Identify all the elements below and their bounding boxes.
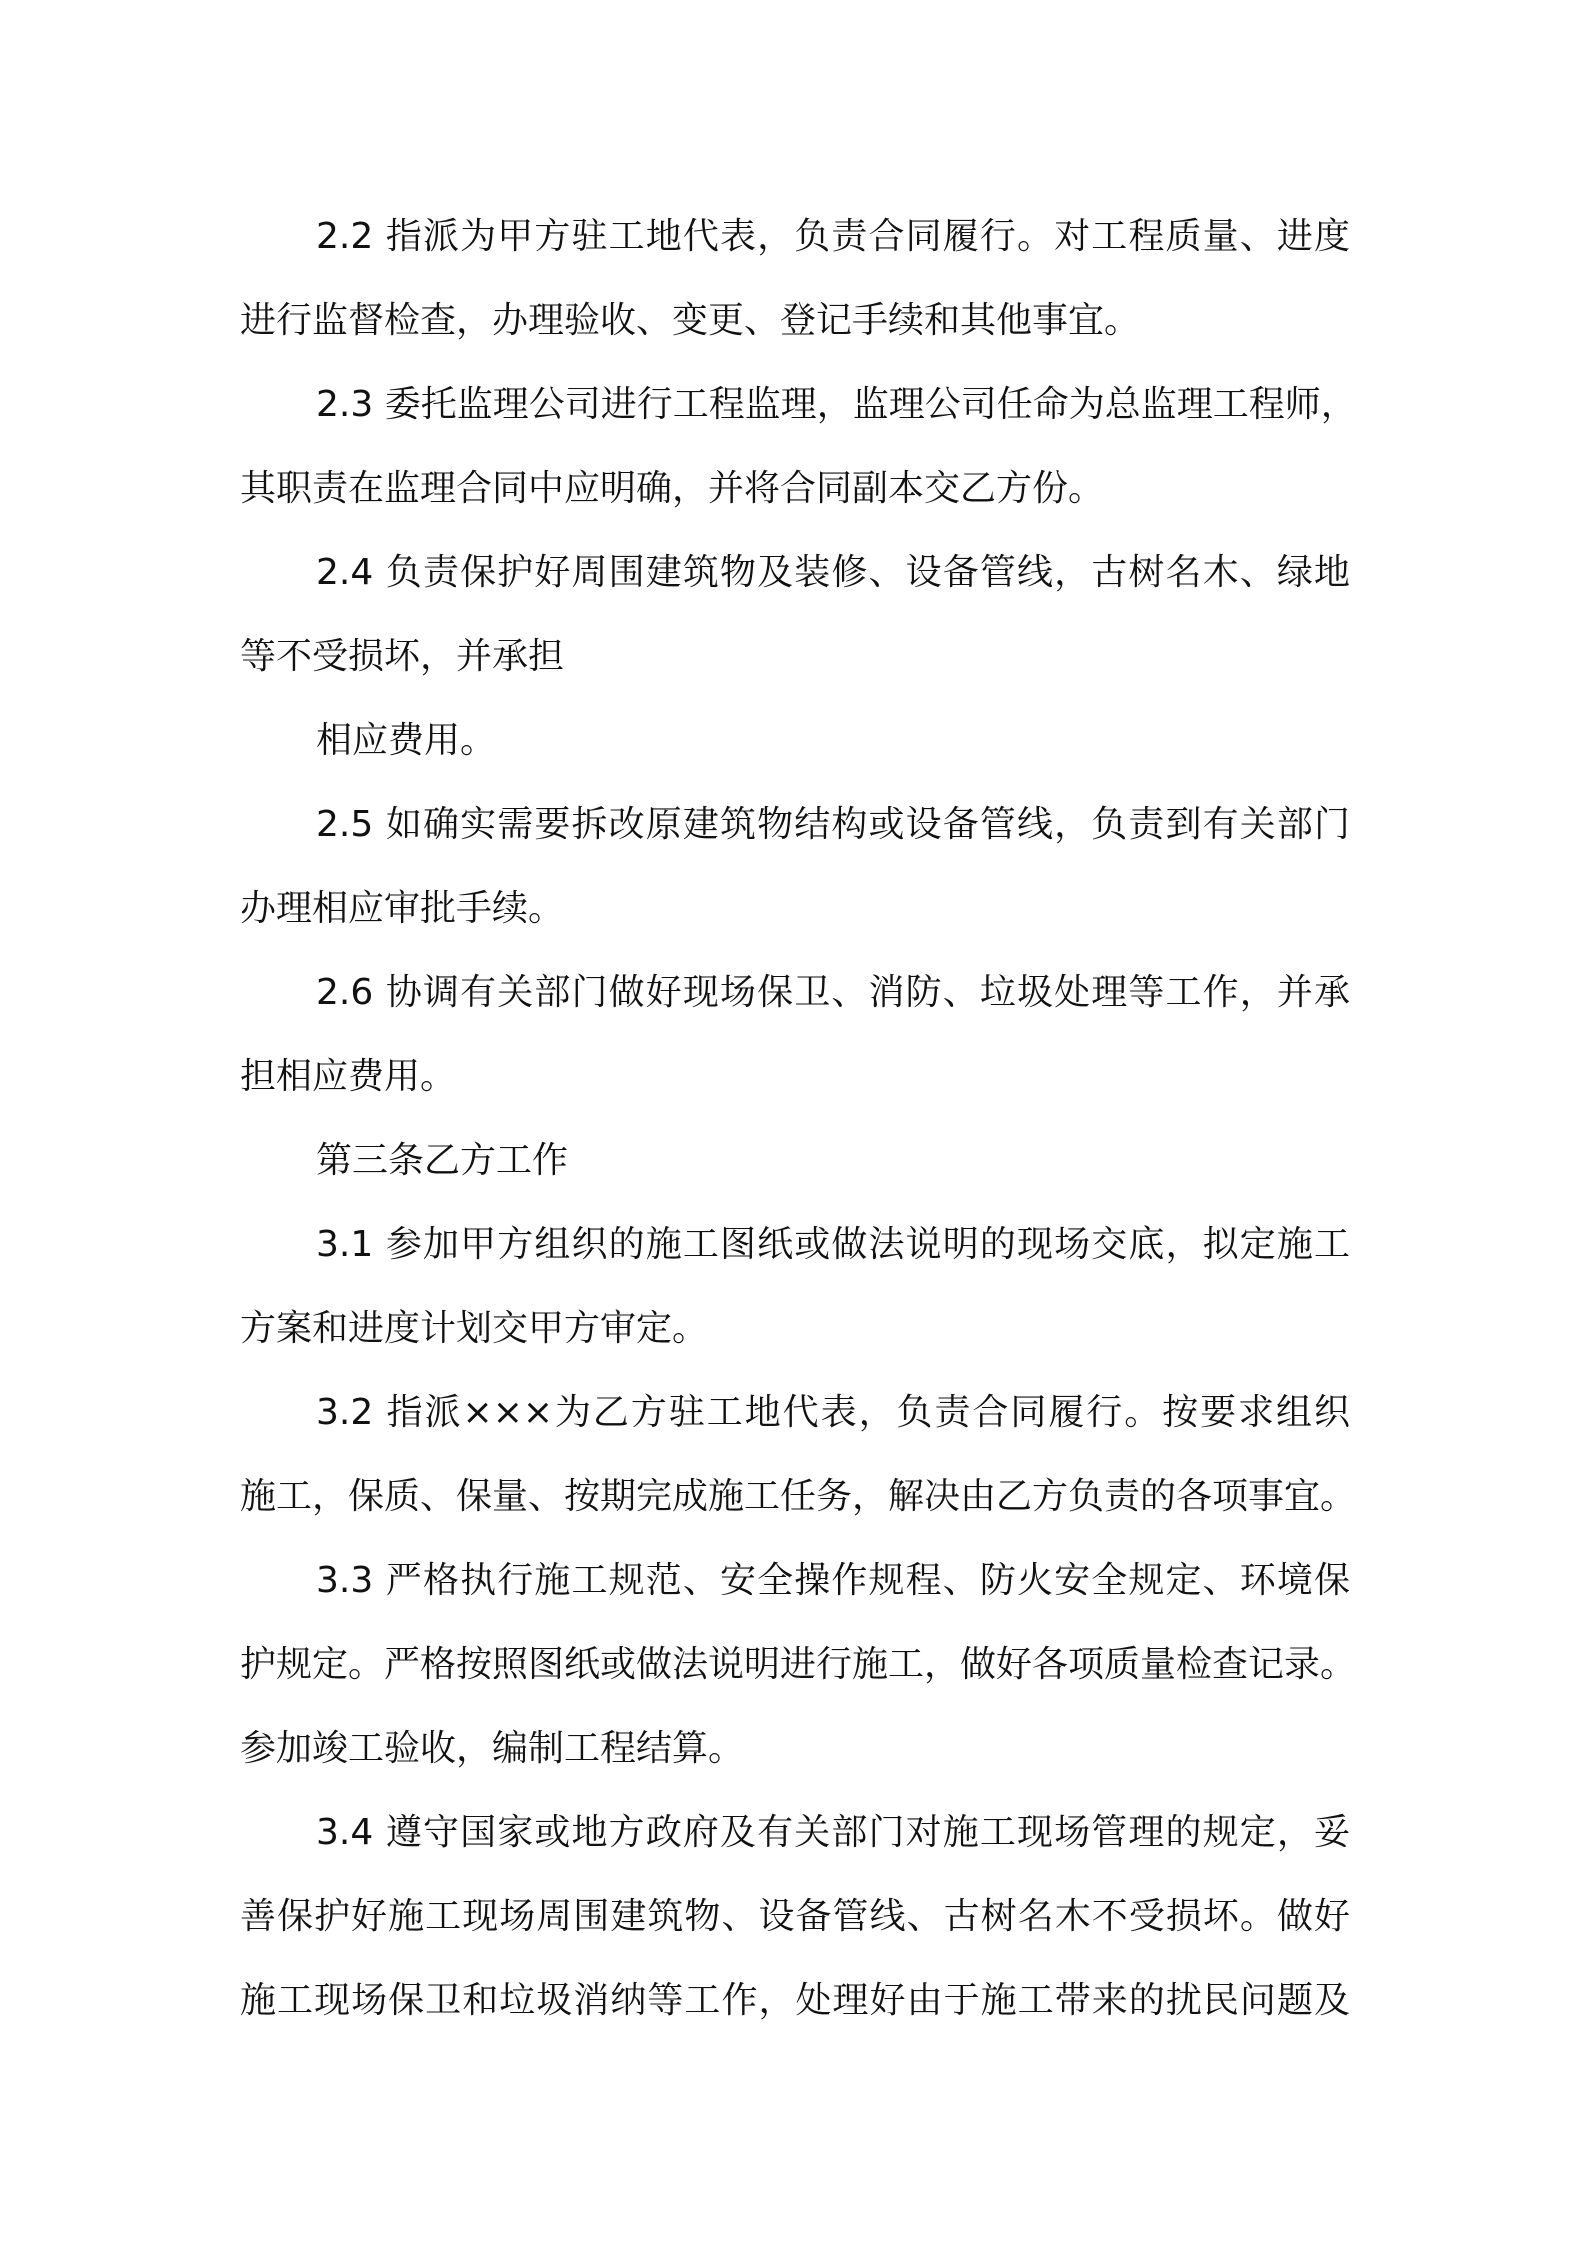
text-line: 3.2 指派×××为乙方驻工地代表，负责合同履行。按要求组织 (316, 1392, 1350, 1433)
text-line: 施工现场保卫和垃圾消纳等工作，处理好由于施工带来的扰民问题及 (240, 1980, 1350, 2021)
text-line: 3.3 严格执行施工规范、安全操作规程、防火安全规定、环境保 (316, 1560, 1350, 1601)
text-line: 2.2 指派为甲方驻工地代表，负责合同履行。对工程质量、进度 (316, 216, 1350, 257)
text-line: 3.1 参加甲方组织的施工图纸或做法说明的现场交底，拟定施工 (316, 1224, 1350, 1265)
text-line: 担相应费用。 (240, 1056, 457, 1097)
text-line: 参加竣工验收，编制工程结算。 (240, 1728, 745, 1769)
text-line: 善保护好施工现场周围建筑物、设备管线、古树名木不受损坏。做好 (240, 1896, 1350, 1937)
document-body (240, 195, 1357, 2043)
text-line: 2.5 如确实需要拆改原建筑物结构或设备管线，负责到有关部门 (316, 804, 1350, 845)
text-line: 等不受损坏，并承担 (240, 636, 565, 677)
text-line: 2.4 负责保护好周围建筑物及装修、设备管线，古树名木、绿地 (316, 552, 1350, 593)
text-line: 其职责在监理合同中应明确，并将合同副本交乙方份。 (240, 468, 1105, 509)
text-line: 方案和进度计划交甲方审定。 (240, 1308, 709, 1349)
text-line: 2.3 委托监理公司进行工程监理，监理公司任命为总监理工程师， (316, 384, 1357, 425)
text-line: 施工，保质、保量、按期完成施工任务，解决由乙方负责的各项事宜。 (240, 1476, 1357, 1517)
text-line: 相应费用。 (316, 720, 497, 761)
text-line: 3.4 遵守国家或地方政府及有关部门对施工现场管理的规定，妥 (316, 1812, 1350, 1853)
text-line: 2.6 协调有关部门做好现场保卫、消防、垃圾处理等工作，并承 (316, 972, 1350, 1013)
text-line: 进行监督检查，办理验收、变更、登记手续和其他事宜。 (240, 300, 1141, 341)
text-line: 办理相应审批手续。 (240, 888, 565, 929)
text-line: 护规定。严格按照图纸或做法说明进行施工，做好各项质量检查记录。 (240, 1644, 1357, 1685)
section-heading: 第三条乙方工作 (316, 1140, 569, 1181)
